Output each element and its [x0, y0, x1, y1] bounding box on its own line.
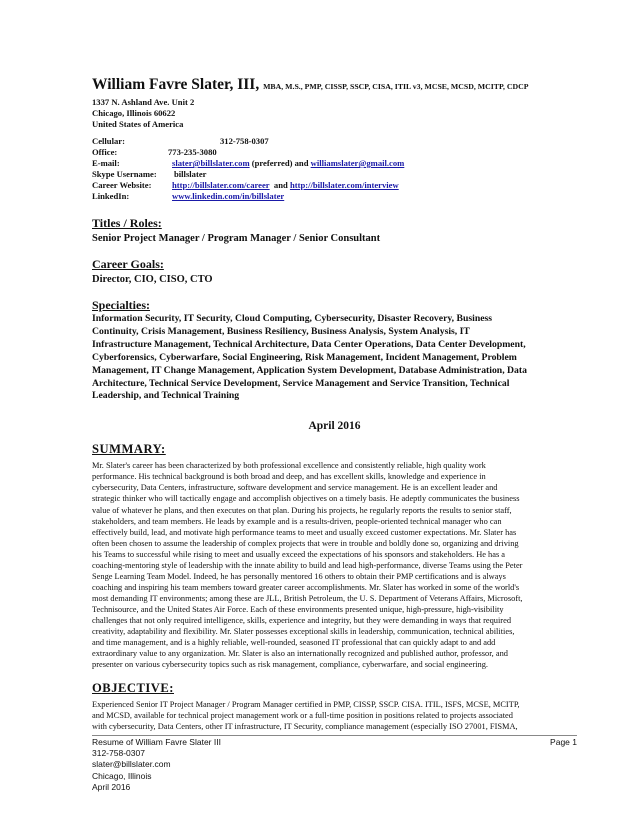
- titles-text: Senior Project Manager / Program Manager / Senior Consultant: [92, 233, 381, 244]
- summary-line: and time management, and is a highly reliable, well-rounded, seasoned IT professional that can quickly adapt to and add: [92, 638, 496, 648]
- office-number: 773-235-3080: [168, 147, 217, 157]
- objective-line: Experienced Senior IT Project Manager / Program Manager certified in PMP, CISSP, SSCP. CISA. ITIL, ISFS, MCSE, MCITP,: [92, 700, 520, 710]
- email-label: E-mail:: [92, 158, 120, 168]
- summary-line: presenter on various cybersecurity topics such as risk management, compliance, cyberwarfare, and social engineering.: [92, 660, 489, 670]
- address-line: Chicago, Illinois 60622: [92, 108, 176, 118]
- email-connector: (preferred) and: [249, 158, 311, 168]
- specialties-line: Continuity, Crisis Management, Business Resiliency, Business Analysis, System Analysis, IT: [92, 325, 470, 337]
- full-name: William Favre Slater, III,: [92, 76, 260, 93]
- office-label: Office:: [92, 147, 118, 157]
- summary-line: cybersecurity, Data Centers, infrastructure, software development and service management. He is an excellent leader and: [92, 483, 498, 493]
- summary-heading: SUMMARY:: [92, 442, 166, 457]
- skype-label: Skype Username:: [92, 169, 157, 179]
- credentials: MBA, M.S., PMP, CISSP, SSCP, CISA, ITIL v3, MCSE, MCSD, MCITP, CDCP: [263, 82, 529, 91]
- email-link-secondary[interactable]: williamslater@gmail.com: [310, 158, 405, 168]
- summary-line: his Teams to successful while rising to meet and usually exceed the expectations of his sponsors and stakeholders. He has a: [92, 549, 506, 559]
- specialties-line: Information Security, IT Security, Cloud Computing, Cybersecurity, Disaster Recovery, Business: [92, 313, 493, 324]
- page-number: Page 1: [550, 737, 577, 747]
- address-line: 1337 N. Ashland Ave. Unit 2: [92, 97, 195, 107]
- summary-line: most demanding IT environments; among these are JLL, British Petroleum, the U. S. Department of Veterans Affairs, Microsoft,: [92, 593, 523, 603]
- summary-line: creativity, adaptability and flexibility. Mr. Slater possesses exceptional skills in leadership, communication, technical abilities,: [92, 627, 515, 637]
- footer-phone: 312-758-0307: [92, 748, 145, 759]
- page-footer: [92, 737, 577, 793]
- summary-line: Technisource, and the United States Air Force. Each of these environments presented unique, high-pressure, high-visibility: [92, 604, 504, 614]
- footer-title-row: [92, 737, 577, 748]
- interview-website-link[interactable]: http://billslater.com/interview: [289, 180, 399, 190]
- specialties-line: Management, IT Change Management, Application System Development, Database Administration, Data: [92, 364, 527, 376]
- specialties-line: Infrastructure Management, Technical Architecture, Data Center Operations, Data Center Development,: [92, 338, 526, 350]
- website-label: Career Website:: [92, 180, 152, 190]
- objective-line: with cybersecurity, Data Centers, other IT infrastructure, IT Security, compliance management (especially ISO 27001, FISMA,: [92, 722, 518, 732]
- summary-line: challenges that not only required intelligence, skills, experience and integrity, but they were demanding in ways that required: [92, 616, 512, 625]
- email-row: [92, 158, 577, 169]
- linkedin-row: [92, 191, 577, 202]
- footer-email: slater@billslater.com: [92, 759, 171, 770]
- titles-heading: Titles / Roles:: [92, 216, 162, 230]
- document-date: April 2016: [308, 420, 361, 433]
- address-block: [92, 97, 577, 130]
- objective-text: [92, 699, 577, 732]
- summary-line: effectively build, lead, and motivate high performance teams to meet and usually exceed customer expectations. Mr. Slater has: [92, 527, 517, 537]
- linkedin-link[interactable]: www.linkedin.com/in/billslater: [172, 191, 285, 201]
- resume-page: [92, 76, 577, 732]
- summary-line: Senge Learning Team Model. Indeed, he has personally mentored 16 others to obtain their PMP certifications and is always: [92, 571, 506, 581]
- summary-line: stakeholders, and team members. He leads by example and is a results-driven, people-oriented technical manager who can: [92, 516, 502, 526]
- contact-block: [92, 136, 577, 202]
- website-connector: and: [269, 180, 290, 190]
- cellular-number: 312-758-0307: [220, 136, 269, 146]
- summary-line: coaching and inspiring his team members toward greater career accomplishments. Mr. Slater has worked in some of the world's: [92, 582, 520, 592]
- address-line: United States of America: [92, 119, 184, 129]
- goals-heading: Career Goals:: [92, 257, 164, 271]
- summary-text: [92, 460, 577, 670]
- summary-line: performance. His technical background is both broad and deep, and has excellent skills, knowledge and experience in: [92, 472, 486, 482]
- summary-line: Mr. Slater's career has been characterized by both professional excellence and consistently reliable, high quality work: [92, 461, 486, 471]
- specialties-heading: Specialties:: [92, 298, 150, 312]
- specialties-line: Cyberforensics, Cyberwarfare, Social Engineering, Risk Management, Incident Management, Problem: [92, 351, 517, 363]
- summary-line: strategic thinker who will tactically engage and accomplish objectives on a timely basis. He adeptly communicates the business: [92, 494, 520, 504]
- cellular-row: [92, 136, 577, 147]
- specialties-text: [92, 313, 577, 403]
- summary-line: often been chosen to assume the leadership of complex projects that were in trouble and boldly done so, organizing and driving: [92, 538, 519, 548]
- objective-heading: OBJECTIVE:: [92, 681, 174, 696]
- footer-divider: [92, 735, 577, 736]
- summary-line: coaching-mentoring style of leadership with the innate ability to build and lead high-performance, diverse Teams using the Peter: [92, 560, 523, 570]
- summary-line: extraordinary value to any organization. Mr. Slater is also an internationally recognized and published author, professor, and: [92, 649, 508, 659]
- linkedin-label: LinkedIn:: [92, 191, 130, 201]
- summary-line: value of whatever he plans, and then executes on that plan. During his projects, he regularly reports the results to senior staff,: [92, 505, 512, 515]
- specialties-line: Leadership, and Technical Training: [92, 390, 240, 402]
- office-row: [92, 147, 577, 158]
- career-website-link[interactable]: http://billslater.com/career: [172, 180, 270, 190]
- specialties-line: Architecture, Technical Service Development, Service Management and Service Transition, Technical: [92, 377, 510, 389]
- website-row: [92, 180, 577, 191]
- cellular-label: Cellular:: [92, 136, 125, 146]
- footer-date: April 2016: [92, 781, 131, 792]
- footer-title: Resume of William Favre Slater III: [92, 737, 221, 747]
- skype-row: [92, 169, 577, 180]
- skype-username: billslater: [174, 169, 207, 179]
- objective-line: and MCSD, available for technical project management work or a full-time position in positions related to projects associated: [92, 711, 513, 721]
- resume-name-line: [92, 76, 577, 96]
- email-link-primary[interactable]: slater@billslater.com: [172, 158, 250, 168]
- footer-city: Chicago, Illinois: [92, 770, 152, 781]
- goals-text: Director, CIO, CISO, CTO: [92, 274, 213, 285]
